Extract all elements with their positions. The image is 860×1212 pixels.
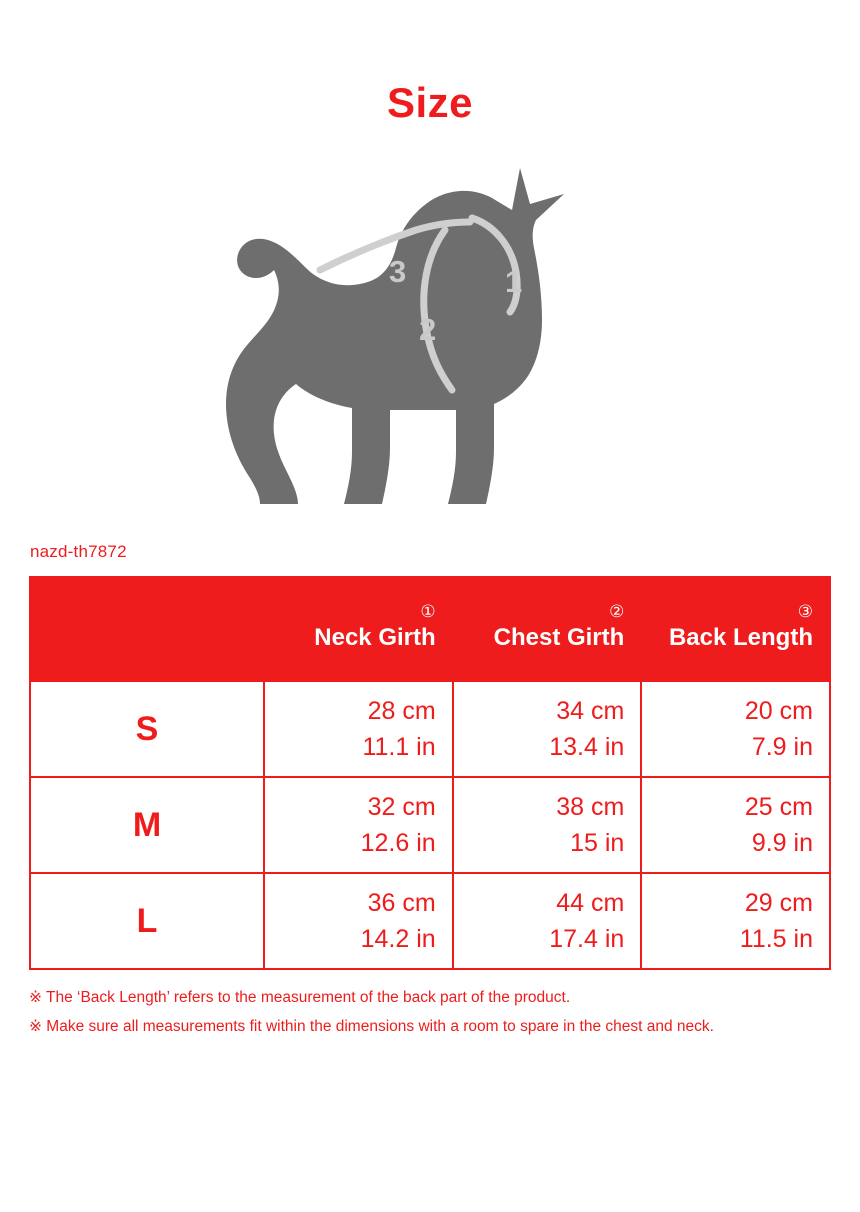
dog-illustration — [220, 152, 640, 532]
cell-m-chest-cm: 38 cm — [556, 792, 625, 821]
cell-m-neck-in: 12.6 in — [360, 829, 436, 857]
cell-l-chest-cm: 44 cm — [556, 888, 625, 917]
cell-l-back — [641, 873, 830, 969]
size-label-s: S — [30, 681, 264, 777]
cell-s-chest-in: 13.4 in — [549, 733, 625, 761]
cell-s-neck-cm: 28 cm — [367, 696, 436, 725]
cell-m-neck — [264, 777, 453, 873]
page-title: Size — [386, 79, 474, 126]
table-header-row — [30, 577, 830, 681]
notes-block — [29, 984, 860, 1041]
size-table-body — [30, 681, 830, 969]
dog-measurement-figure — [0, 152, 860, 532]
dog-silhouette — [226, 168, 564, 504]
note-2: ※ Make sure all measurements fit within the dimensions with a room to spare in the chest and neck. — [29, 1017, 714, 1035]
cell-m-chest-in: 15 in — [570, 829, 625, 857]
column-header-neck-girth — [264, 577, 453, 681]
cell-m-back-in: 9.9 in — [751, 829, 813, 857]
marker-1-label: 1 — [505, 264, 523, 299]
cell-s-back-cm: 20 cm — [744, 696, 813, 725]
column-header-back-length — [641, 577, 830, 681]
cell-m-back-cm: 25 cm — [744, 792, 813, 821]
table-row — [30, 777, 830, 873]
marker-3-label: 3 — [389, 254, 407, 289]
column-marker-2: ② — [609, 601, 625, 621]
cell-l-back-in: 11.5 in — [739, 925, 813, 953]
column-label-neck-girth: Neck Girth — [314, 623, 436, 651]
cell-m-back — [641, 777, 830, 873]
cell-s-back — [641, 681, 830, 777]
cell-l-chest — [453, 873, 642, 969]
table-row — [30, 681, 830, 777]
column-marker-1: ① — [420, 601, 436, 621]
table-corner-cell — [30, 577, 264, 681]
size-label-l: L — [30, 873, 264, 969]
note-1: ※ The ‘Back Length’ refers to the measurement of the back part of the product. — [29, 989, 571, 1006]
table-row — [30, 873, 830, 969]
cell-s-neck — [264, 681, 453, 777]
cell-l-neck-in: 14.2 in — [360, 925, 436, 953]
cell-s-back-in: 7.9 in — [751, 733, 813, 761]
column-label-chest-girth: Chest Girth — [493, 623, 625, 651]
cell-l-neck-cm: 36 cm — [367, 888, 436, 917]
column-marker-3: ③ — [797, 601, 813, 621]
cell-s-neck-in: 11.1 in — [362, 733, 436, 761]
cell-s-chest-cm: 34 cm — [556, 696, 625, 725]
marker-2-label: 2 — [419, 312, 437, 347]
size-table-head — [30, 577, 830, 681]
cell-l-back-cm: 29 cm — [744, 888, 813, 917]
cell-m-neck-cm: 32 cm — [367, 792, 436, 821]
size-label-m: M — [30, 777, 264, 873]
size-table — [29, 576, 831, 970]
product-sku: nazd-th7872 — [30, 542, 127, 561]
column-label-back-length: Back Length — [668, 623, 813, 651]
cell-s-chest — [453, 681, 642, 777]
cell-m-chest — [453, 777, 642, 873]
cell-l-neck — [264, 873, 453, 969]
column-header-chest-girth — [453, 577, 642, 681]
cell-l-chest-in: 17.4 in — [549, 925, 625, 953]
